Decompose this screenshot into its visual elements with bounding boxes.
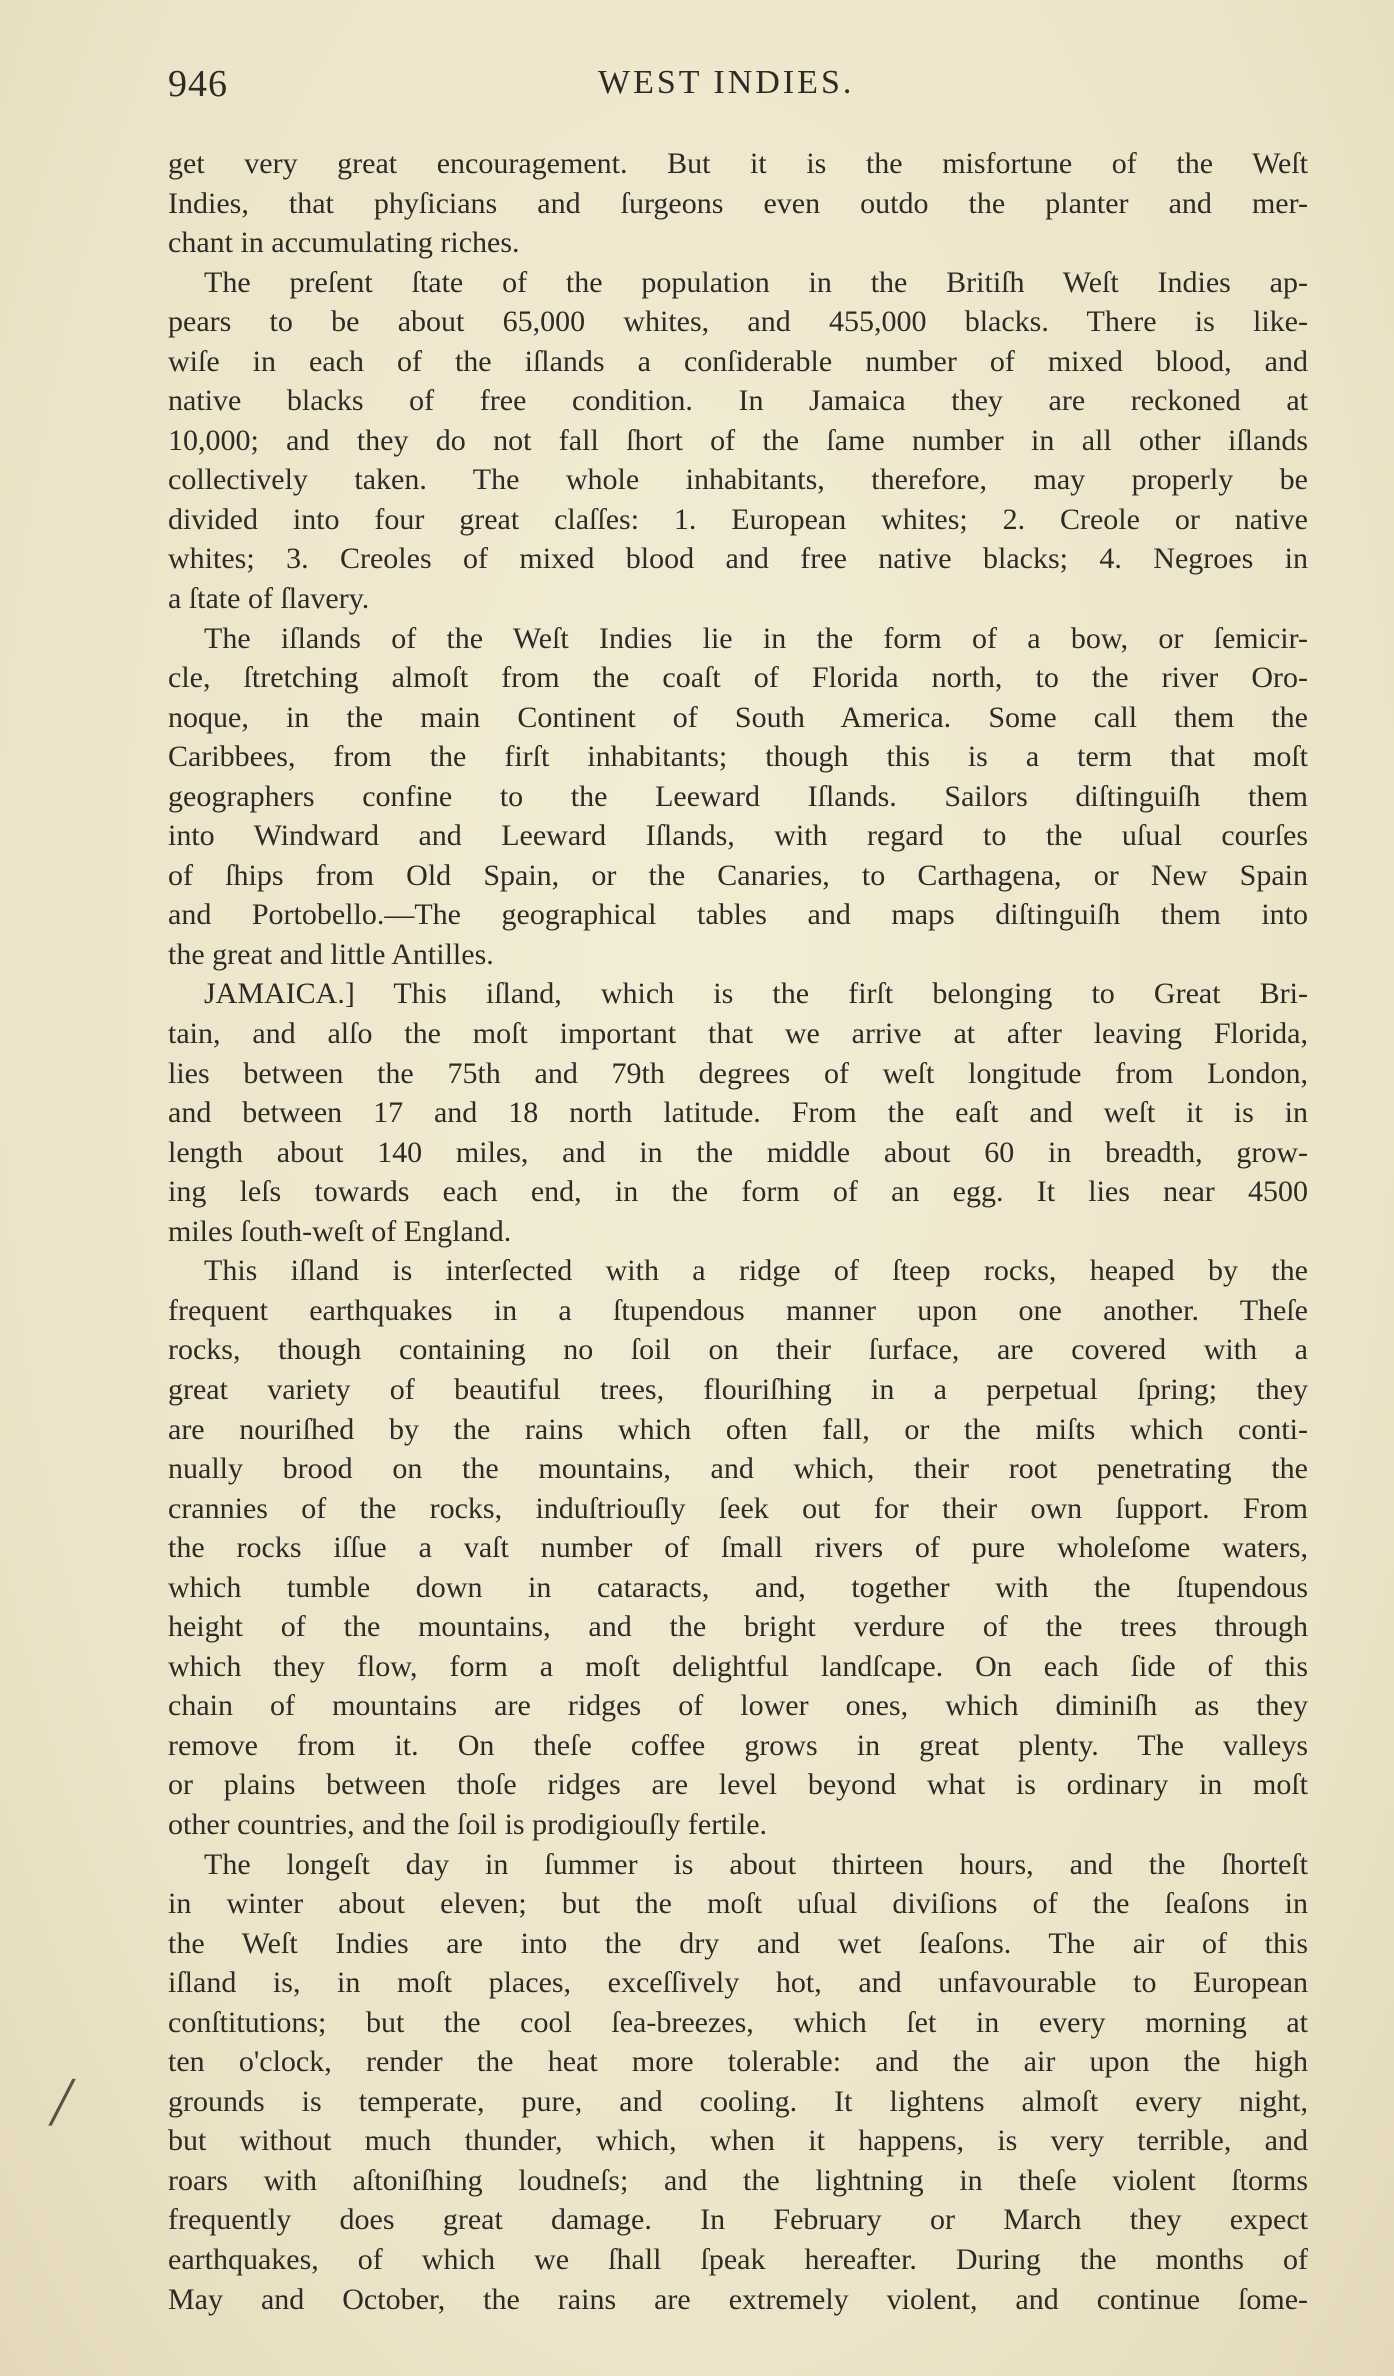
text-line: geographers confine to the Leeward Iſlands. Sailors diſtinguiſh them xyxy=(168,779,1308,813)
text-line: lies between the 75th and 79th degrees of weſt longitude from London, xyxy=(168,1056,1308,1090)
text-line: The preſent ſtate of the population in the Britiſh Weſt Indies ap- xyxy=(204,265,1308,299)
text-line: rocks, though containing no ſoil on their ſurface, are covered with a xyxy=(168,1333,1308,1367)
text-line: collectively taken. The whole inhabitants, therefore, may properly be xyxy=(168,463,1308,497)
text-line: great variety of beautiful trees, flouriſhing in a perpetual ſpring; they xyxy=(168,1372,1308,1406)
text-line: frequently does great damage. In February or March they expect xyxy=(168,2203,1308,2237)
text-line: noque, in the main Continent of South America. Some call them the xyxy=(168,700,1308,734)
text-line: the Weſt Indies are into the dry and wet ſeaſons. The air of this xyxy=(168,1926,1308,1960)
text-line: other countries, and the ſoil is prodigiouſly fertile. xyxy=(168,1807,768,1841)
page-header xyxy=(168,62,1308,112)
text-line: pears to be about 65,000 whites, and 455,000 blacks. There is like- xyxy=(168,305,1308,339)
body-text xyxy=(168,144,1308,2319)
text-line: height of the mountains, and the bright verdure of the trees through xyxy=(168,1610,1308,1644)
text-line: Indies, that phyſicians and ſurgeons even outdo the planter and mer- xyxy=(168,186,1308,220)
running-head: WEST INDIES. xyxy=(598,64,855,101)
text-line: and between 17 and 18 north latitude. From the eaſt and weſt it is in xyxy=(168,1096,1308,1130)
text-line: earthquakes, of which we ſhall ſpeak hereafter. During the months of xyxy=(168,2242,1308,2276)
text-line: or plains between thoſe ridges are level beyond what is ordinary in moſt xyxy=(168,1768,1308,1802)
text-line: 10,000; and they do not fall ſhort of the ſame number in all other iſlands xyxy=(168,423,1308,457)
text-line: This iſland is interſected with a ridge of ſteep rocks, heaped by the xyxy=(204,1254,1308,1288)
text-line: into Windward and Leeward Iſlands, with regard to the uſual courſes xyxy=(168,819,1308,853)
text-line: are nouriſhed by the rains which often fall, or the miſts which conti- xyxy=(168,1412,1308,1446)
text-line: tain, and alſo the moſt important that we arrive at after leaving Florida, xyxy=(168,1017,1308,1051)
text-line: The longeſt day in ſummer is about thirteen hours, and the ſhorteſt xyxy=(204,1847,1308,1881)
text-line: ing leſs towards each end, in the form of an egg. It lies near 4500 xyxy=(168,1175,1308,1209)
text-line: in winter about eleven; but the moſt uſual diviſions of the ſeaſons in xyxy=(168,1887,1308,1921)
text-line: of ſhips from Old Spain, or the Canaries, to Carthagena, or New Spain xyxy=(168,858,1308,892)
text-line: length about 140 miles, and in the middle about 60 in breadth, grow- xyxy=(168,1135,1308,1169)
text-line: native blacks of free condition. In Jamaica they are reckoned at xyxy=(168,384,1308,418)
text-line: a ſtate of ſlavery. xyxy=(168,582,370,616)
text-line: wiſe in each of the iſlands a conſiderable number of mixed blood, and xyxy=(168,344,1308,378)
text-line: crannies of the rocks, induſtriouſly ſeek out for their own ſupport. From xyxy=(168,1491,1308,1525)
text-line: whites; 3. Creoles of mixed blood and free native blacks; 4. Negroes in xyxy=(168,542,1308,576)
text-line: The iſlands of the Weſt Indies lie in the form of a bow, or ſemicir- xyxy=(204,621,1308,655)
text-line: roars with aſtoniſhing loudneſs; and the lightning in theſe violent ſtorms xyxy=(168,2163,1308,2197)
text-line: miles ſouth-weſt of England. xyxy=(168,1214,512,1248)
text-line: Caribbees, from the firſt inhabitants; though this is a term that moſt xyxy=(168,740,1308,774)
text-line: remove from it. On theſe coffee grows in great plenty. The valleys xyxy=(168,1728,1308,1762)
text-line: chain of mountains are ridges of lower ones, which diminiſh as they xyxy=(168,1689,1308,1723)
text-line: conſtitutions; but the cool ſea-breezes, which ſet in every morning at xyxy=(168,2005,1308,2039)
text-line: May and October, the rains are extremely violent, and continue ſome- xyxy=(168,2282,1308,2316)
text-line: get very great encouragement. But it is the misfortune of the Weſt xyxy=(168,147,1308,180)
text-line: and Portobello.—The geographical tables and maps diſtinguiſh them into xyxy=(168,898,1308,932)
page-number: 946 xyxy=(168,63,228,105)
text-line: but without much thunder, which, when it happens, is very terrible, and xyxy=(168,2124,1308,2158)
text-line: grounds is temperate, pure, and cooling. It lightens almoſt every night, xyxy=(168,2084,1308,2118)
text-line: which tumble down in cataracts, and, together with the ſtupendous xyxy=(168,1570,1308,1604)
text-line: iſland is, in moſt places, exceſſively hot, and unfavourable to European xyxy=(168,1966,1308,2000)
text-line: the great and little Antilles. xyxy=(168,937,494,971)
text-line: the rocks iſſue a vaſt number of ſmall rivers of pure wholeſome waters, xyxy=(168,1531,1308,1565)
text-line: which they flow, form a moſt delightful landſcape. On each ſide of this xyxy=(168,1649,1308,1683)
text-line: divided into four great claſſes: 1. European whites; 2. Creole or native xyxy=(168,502,1308,536)
text-line: chant in accumulating riches. xyxy=(168,226,520,260)
text-line: ten o'clock, render the heat more tolerable: and the air upon the high xyxy=(168,2045,1308,2079)
text-line: nually brood on the mountains, and which, their root penetrating the xyxy=(168,1452,1308,1486)
text-line: frequent earthquakes in a ſtupendous manner upon one another. Theſe xyxy=(168,1293,1308,1327)
text-line: JAMAICA.] This iſland, which is the firſt belonging to Great Bri- xyxy=(204,977,1308,1011)
margin-pencil-mark: ╱ xyxy=(50,2080,75,2126)
text-line: cle, ſtretching almoſt from the coaſt of Florida north, to the river Oro- xyxy=(168,661,1308,695)
